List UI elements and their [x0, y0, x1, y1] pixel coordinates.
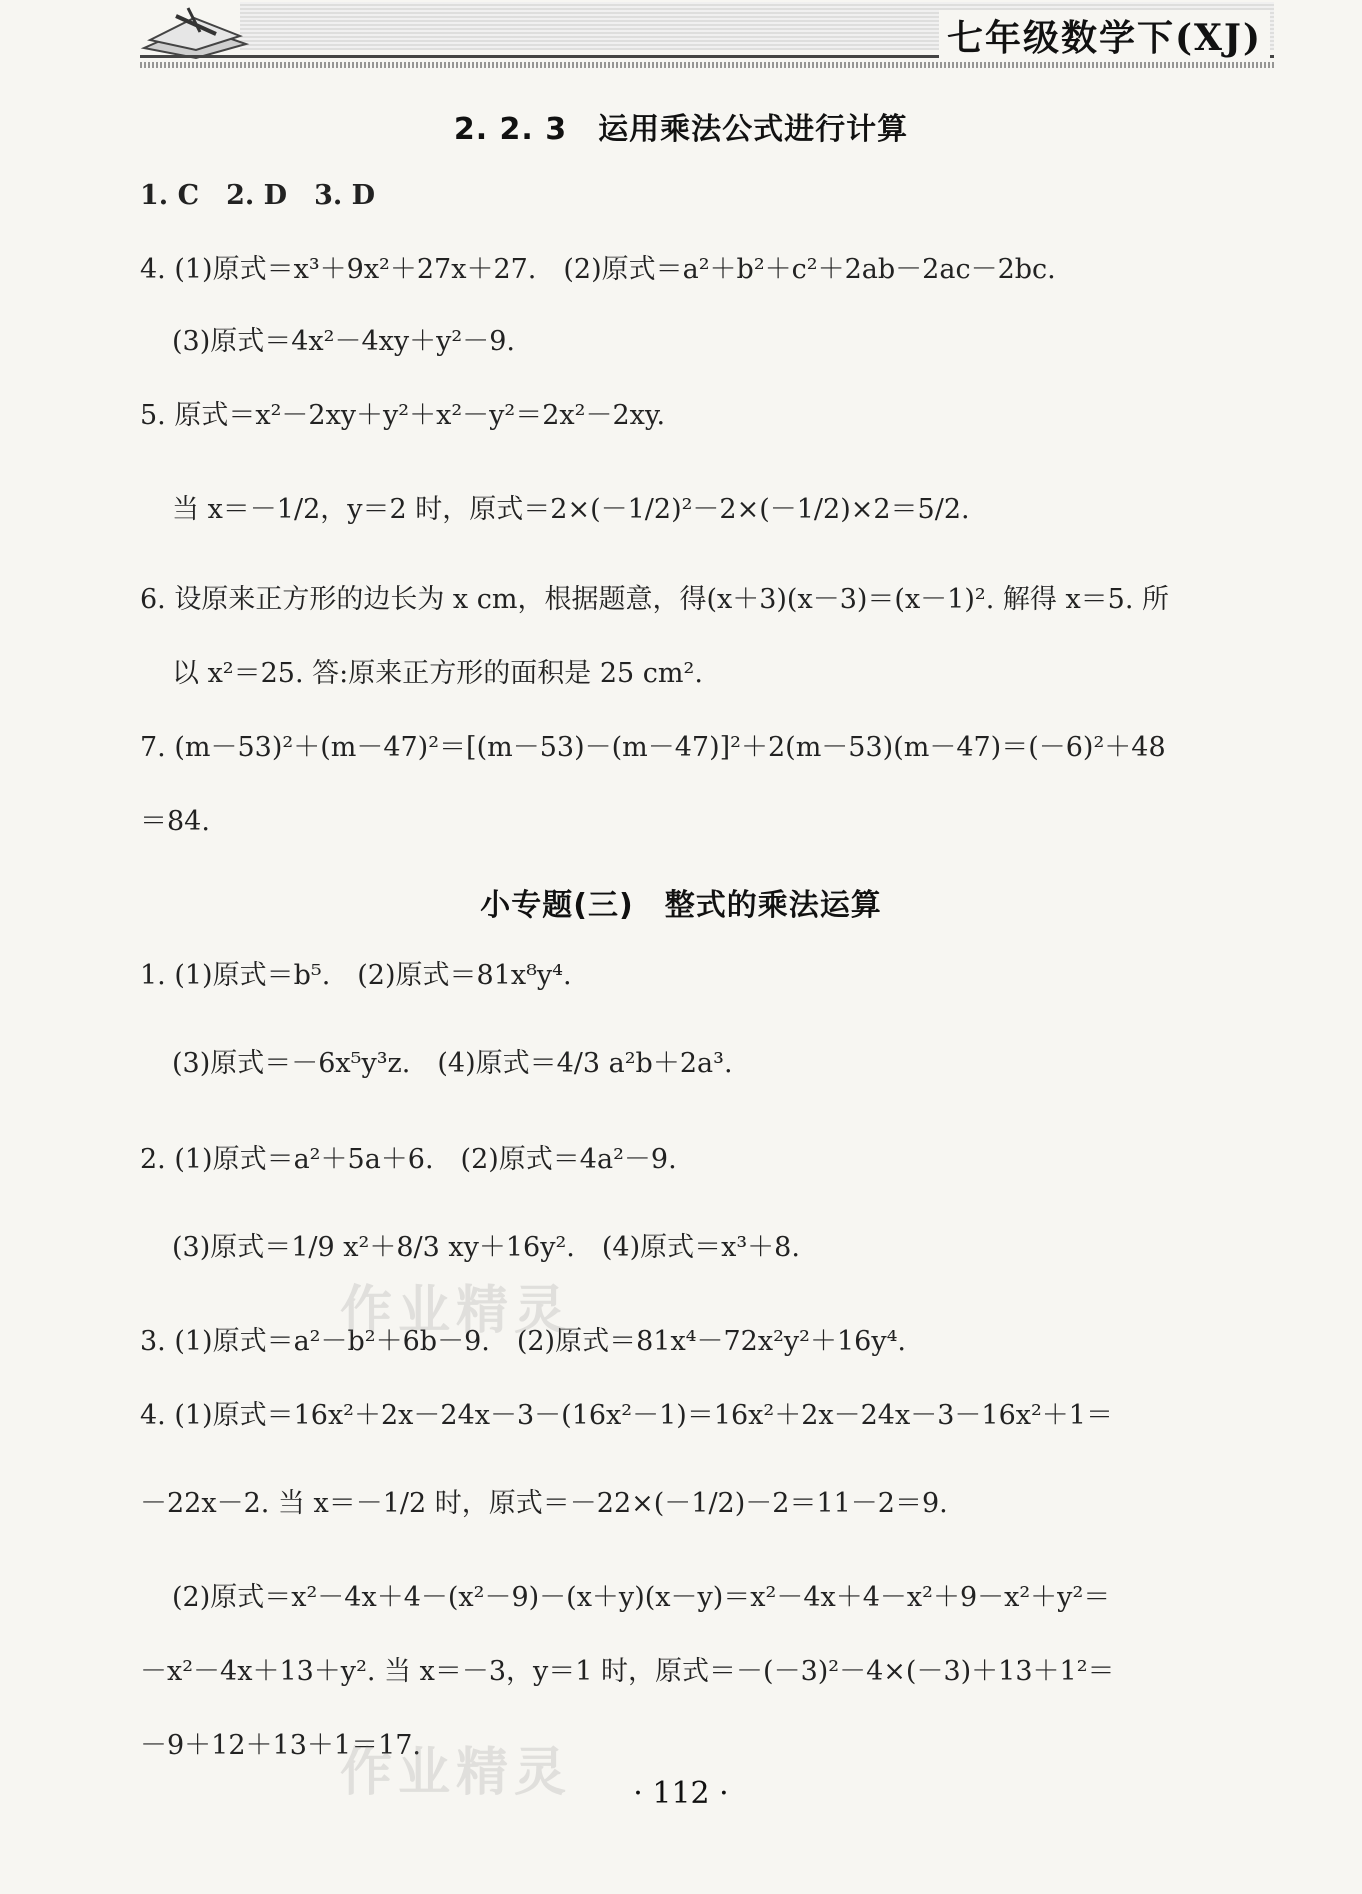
answer-line: 2. (1)原式＝a²＋5a＋6. (2)原式＝4a²－9.: [140, 1144, 677, 1175]
answer-line: －9＋12＋13＋1＝17.: [140, 1730, 422, 1761]
answer-line: 当 x＝－1/2，y＝2 时，原式＝2×(－1/2)²－2×(－1/2)×2＝5/2.: [172, 494, 970, 525]
answer-line: (3)原式＝4x²－4xy＋y²－9.: [172, 326, 515, 357]
book-logo-icon: [140, 4, 250, 60]
answer-line: (3)原式＝－6x⁵y³z. (4)原式＝4/3 a²b＋2a³.: [172, 1048, 733, 1079]
answer-line: 6. 设原来正方形的边长为 x cm，根据题意，得(x＋3)(x－3)＝(x－1)². 解得 x＝5. 所: [140, 584, 1170, 615]
answer-line: 以 x²＝25. 答:原来正方形的面积是 25 cm².: [172, 658, 703, 689]
answer-line: 4. (1)原式＝x³＋9x²＋27x＋27. (2)原式＝a²＋b²＋c²＋2ab－2ac－2bc.: [140, 254, 1056, 285]
answer-line: 7. (m－53)²＋(m－47)²＝[(m－53)－(m－47)]²＋2(m－53)(m－47)＝(－6)²＋48: [140, 732, 1166, 763]
answer-line: ＝84.: [140, 806, 210, 837]
answer-line: －22x－2. 当 x＝－1/2 时，原式＝－22×(－1/2)－2＝11－2＝9.: [140, 1488, 948, 1519]
header-rule-dotted: [140, 62, 1274, 68]
page-number: · 112 ·: [633, 1776, 729, 1811]
answer-line: (3)原式＝1/9 x²＋8/3 xy＋16y². (4)原式＝x³＋8.: [172, 1232, 800, 1263]
header-title: 七年级数学下(XJ): [939, 10, 1270, 61]
page-header: [0, 0, 1362, 75]
answer-line: 1. (1)原式＝b⁵. (2)原式＝81x⁸y⁴.: [140, 960, 572, 991]
answer-line: (2)原式＝x²－4x＋4－(x²－9)－(x＋y)(x－y)＝x²－4x＋4－x²＋9－x²＋y²＝: [172, 1582, 1111, 1613]
answer-line: 3. (1)原式＝a²－b²＋6b－9. (2)原式＝81x⁴－72x²y²＋16y⁴.: [140, 1326, 906, 1357]
section-title: 小专题(三) 整式的乘法运算: [480, 888, 882, 923]
section-title: 2. 2. 3 运用乘法公式进行计算: [453, 112, 909, 147]
answer-line: 1. C 2. D 3. D: [140, 180, 376, 211]
answer-line: 4. (1)原式＝16x²＋2x－24x－3－(16x²－1)＝16x²＋2x－24x－3－16x²＋1＝: [140, 1400, 1113, 1431]
watermark: 作业精灵: [340, 1281, 573, 1341]
answer-line: －x²－4x＋13＋y². 当 x＝－3，y＝1 时，原式＝－(－3)²－4×(－3)＋13＋1²＝: [140, 1656, 1115, 1687]
answer-line: 5. 原式＝x²－2xy＋y²＋x²－y²＝2x²－2xy.: [140, 400, 666, 431]
watermark: 作业精灵: [340, 1743, 573, 1803]
